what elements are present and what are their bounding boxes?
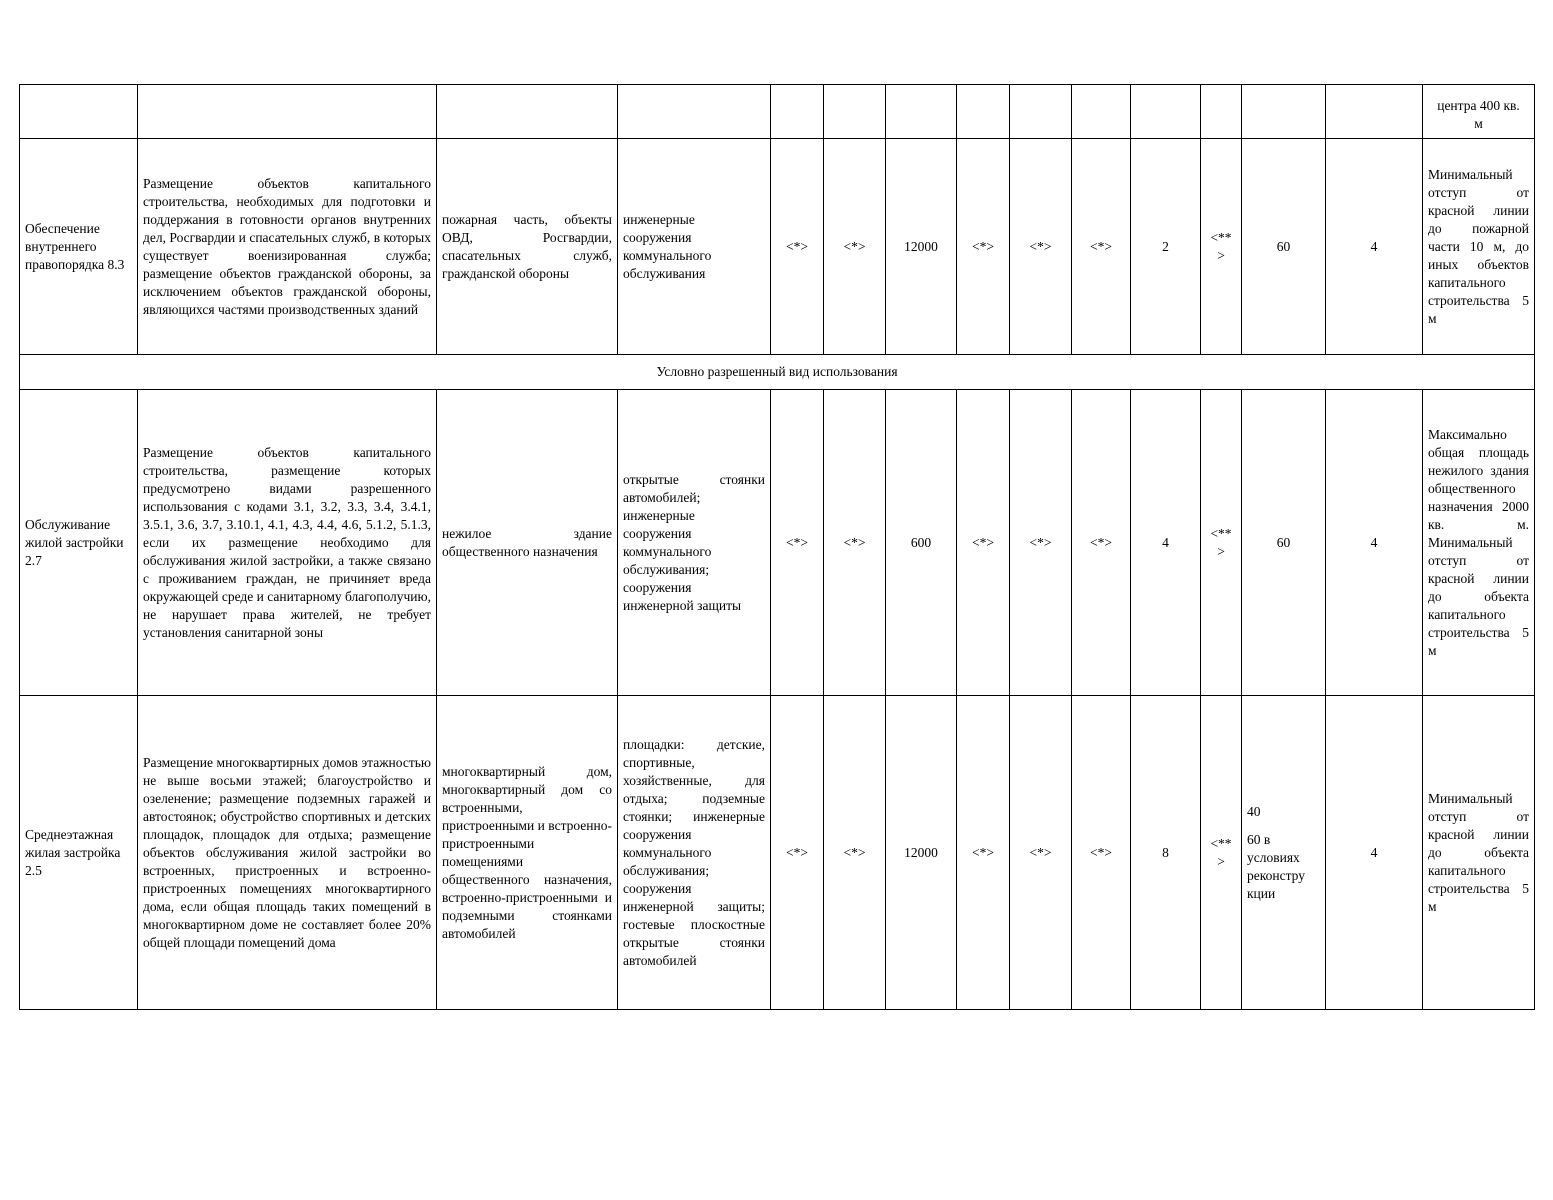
main-object: нежилое здание общественного назначения bbox=[437, 390, 618, 696]
param-cell: <*> bbox=[1072, 390, 1131, 696]
auxiliary-object: инженерные сооружения коммунального обслуживания bbox=[618, 139, 771, 355]
param-cell: <*> bbox=[824, 696, 886, 1010]
param-cell: <*> bbox=[1072, 696, 1131, 1010]
use-description: Размещение многоквартирных домов этажностью не выше восьми этажей; благоустройство и озеленение; размещение подземных гаражей и автостоянок; обустройство спортивных и детских площадок, площадок для отдыха; размещение объектов обслуживания жилой застройки во встроенных, пристроенных и встроенно-пристроенных помещениях многоквартирного дома, если общая площадь таких помещений в многоквартирном доме не составляет более 20% общей площади помещений дома bbox=[138, 696, 437, 1010]
main-object: пожарная часть, объекты ОВД, Росгвардии, спасательных служб, гражданской обороны bbox=[437, 139, 618, 355]
param-cell: <*> bbox=[771, 390, 824, 696]
param-cell: <*> bbox=[1010, 139, 1072, 355]
cell-empty bbox=[1326, 85, 1423, 139]
coverage-value: 40 bbox=[1247, 803, 1261, 819]
param-cell: <*> bbox=[824, 139, 886, 355]
param-cell: <** > bbox=[1201, 390, 1242, 696]
use-description: Размещение объектов капитального строительства, необходимых для подготовки и поддержания в готовности органов внутренних дел, Росгвардии и спасательных служб, в которых существует военизированная служба; размещение объектов гражданской обороны, за исключением объектов гражданской обороны, являющихся частями производственных зданий bbox=[138, 139, 437, 355]
note-cell: Максимально общая площадь нежилого здания общественного назначения 2000 кв. м. Минимальный отступ от красной линии до объекта капитального строительства 5 м bbox=[1423, 390, 1535, 696]
param-cell: <*> bbox=[957, 390, 1010, 696]
param-cell: <*> bbox=[771, 696, 824, 1010]
table-row bbox=[20, 139, 1535, 355]
cell-empty bbox=[1010, 85, 1072, 139]
section-heading-row bbox=[20, 355, 1535, 390]
section-heading: Условно разрешенный вид использования bbox=[20, 355, 1535, 390]
use-type-name: Обеспечение внутреннего правопорядка 8.3 bbox=[20, 139, 138, 355]
auxiliary-object: площадки: детские, спортивные, хозяйственные, для отдыха; подземные стоянки; инженерные сооружения коммунального обслуживания; сооружения инженерной защиты; гостевые плоскостные открытые стоянки автомобилей bbox=[618, 696, 771, 1010]
param-cell: 12000 bbox=[886, 696, 957, 1010]
param-cell: <** > bbox=[1201, 139, 1242, 355]
param-cell: <*> bbox=[824, 390, 886, 696]
cell-empty bbox=[1242, 85, 1326, 139]
use-description: Размещение объектов капитального строительства, размещение которых предусмотрено видами разрешенного использования с кодами 3.1, 3.2, 3.3, 3.4, 3.4.1, 3.5.1, 3.6, 3.7, 3.10.1, 4.1, 4.3, 4.4, 4.6, 5.1.2, 5.1.3, если их размещение необходимо для обслуживания жилой застройки, а также связано с проживанием граждан, не причиняет вреда окружающей среде и санитарному благополучию, не нарушает права жителей, не требует установления санитарной зоны bbox=[138, 390, 437, 696]
cell-empty bbox=[20, 85, 138, 139]
cell-empty bbox=[138, 85, 437, 139]
regulations-table bbox=[19, 84, 1535, 1010]
cell-empty bbox=[957, 85, 1010, 139]
param-cell: 60 bbox=[1242, 139, 1326, 355]
param-cell: 600 bbox=[886, 390, 957, 696]
param-cell: 2 bbox=[1131, 139, 1201, 355]
param-cell: 4 bbox=[1326, 139, 1423, 355]
cell-empty bbox=[437, 85, 618, 139]
param-cell: <*> bbox=[957, 139, 1010, 355]
cell-empty bbox=[886, 85, 957, 139]
param-cell: 12000 bbox=[886, 139, 957, 355]
auxiliary-object: открытые стоянки автомобилей; инженерные сооружения коммунального обслуживания; сооружения инженерной защиты bbox=[618, 390, 771, 696]
note-cell: Минимальный отступ от красной линии до пожарной части 10 м, до иных объектов капитального строительства 5 м bbox=[1423, 139, 1535, 355]
param-cell: 4 bbox=[1326, 696, 1423, 1010]
cell-empty bbox=[1131, 85, 1201, 139]
note-cell: Минимальный отступ от красной линии до объекта капитального строительства 5 м bbox=[1423, 696, 1535, 1010]
param-cell: <*> bbox=[1072, 139, 1131, 355]
cell-empty bbox=[824, 85, 886, 139]
coverage-reconstruction-value: 60 в условиях реконстру кции bbox=[1247, 831, 1305, 901]
main-object: многоквартирный дом, многоквартирный дом со встроенными, пристроенными и встроенно-пристроенными помещениями общественного назначения, встроенно-пристроенными и подземными стоянками автомобилей bbox=[437, 696, 618, 1010]
table-row bbox=[20, 390, 1535, 696]
param-cell: <*> bbox=[1010, 390, 1072, 696]
param-cell: 60 bbox=[1242, 390, 1326, 696]
note-cell: центра 400 кв. м bbox=[1423, 85, 1535, 139]
cell-empty bbox=[618, 85, 771, 139]
param-cell: 4 bbox=[1131, 390, 1201, 696]
cell-empty bbox=[771, 85, 824, 139]
use-type-name: Среднеэтажная жилая застройка 2.5 bbox=[20, 696, 138, 1010]
param-cell: 4 bbox=[1326, 390, 1423, 696]
param-cell: <*> bbox=[957, 696, 1010, 1010]
param-cell: <** > bbox=[1201, 696, 1242, 1010]
param-cell: 8 bbox=[1131, 696, 1201, 1010]
param-cell: <*> bbox=[771, 139, 824, 355]
continuation-row bbox=[20, 85, 1535, 139]
cell-empty bbox=[1201, 85, 1242, 139]
table-row bbox=[20, 696, 1535, 1010]
cell-empty bbox=[1072, 85, 1131, 139]
param-cell: <*> bbox=[1010, 696, 1072, 1010]
param-cell-building-coverage bbox=[1242, 696, 1326, 1010]
use-type-name: Обслуживание жилой застройки 2.7 bbox=[20, 390, 138, 696]
